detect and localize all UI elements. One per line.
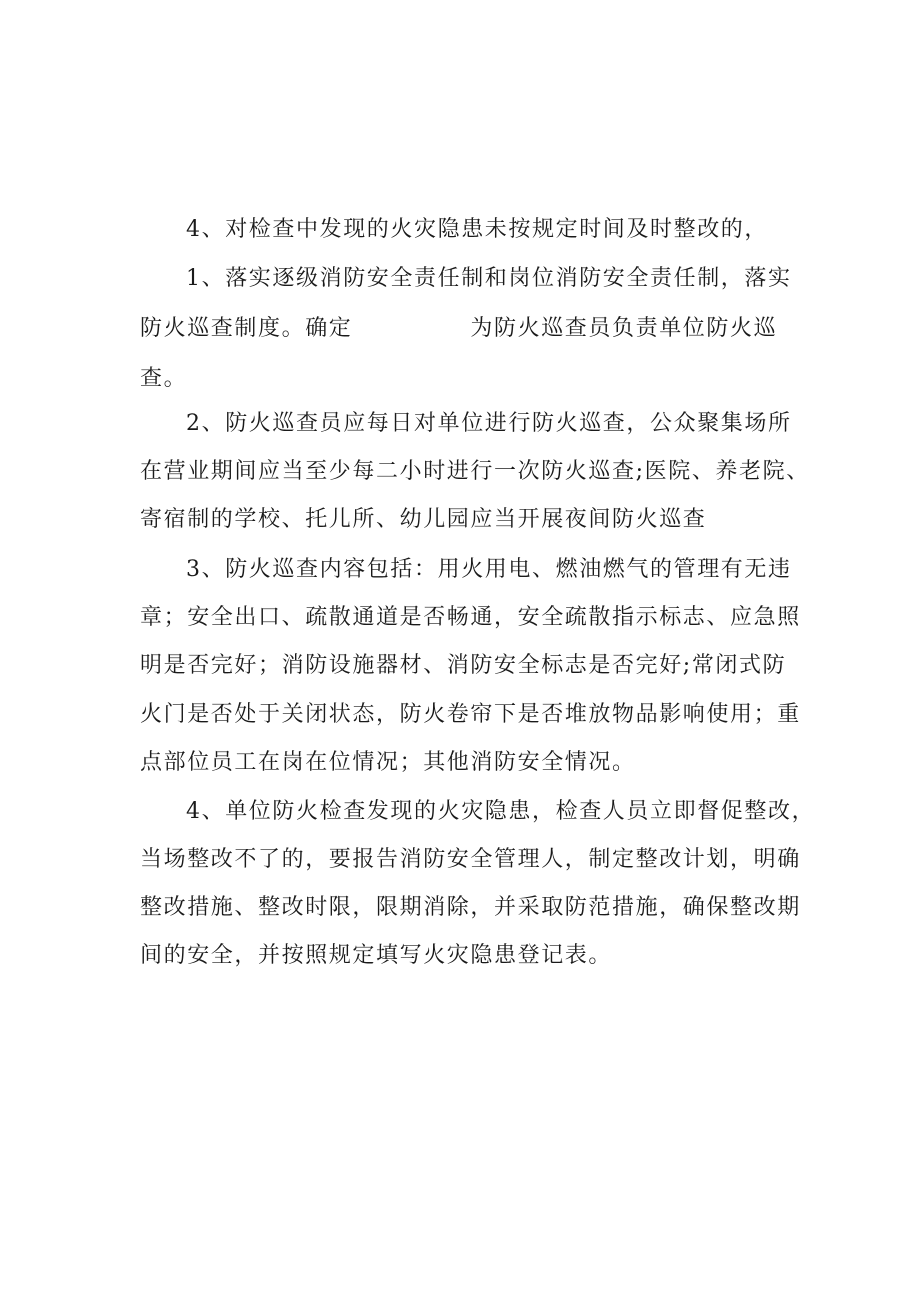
paragraph-line: 火门是否处于关闭状态，防火卷帘下是否堆放物品影响使用；重 [140, 702, 801, 727]
paragraph-line: 在营业期间应当至少每二小时进行一次防火巡查;医院、养老院、 [140, 459, 810, 484]
paragraph-line: 4、对检查中发现的火灾隐患未按规定时间及时整改的， [186, 217, 768, 242]
paragraph-line: 2、防火巡查员应每日对单位进行防火巡查，公众聚集场所 [186, 411, 792, 436]
paragraph-line: 间的安全，并按照规定填写火灾隐患登记表。 [140, 943, 613, 968]
paragraph-line: 1、落实逐级消防安全责任制和岗位消防安全责任制，落实 [186, 266, 792, 291]
paragraph-line: 4、单位防火检查发现的火灾隐患，检查人员立即督促整改， [186, 799, 816, 824]
paragraph-line: 查。 [140, 366, 188, 391]
paragraph-line: 点部位员工在岗在位情况；其他消防安全情况。 [140, 750, 636, 775]
paragraph-line: 整改措施、整改时限，限期消除，并采取防范措施，确保整改期 [140, 895, 801, 920]
paragraph-line: 防火巡查制度。确定 为防火巡查员负责单位防火巡 [140, 316, 778, 341]
paragraph-line: 章；安全出口、疏散通道是否畅通，安全疏散指示标志、应急照 [140, 605, 801, 630]
paragraph-line: 3、防火巡查内容包括：用火用电、燃油燃气的管理有无违 [186, 557, 792, 582]
paragraph-line: 当场整改不了的，要报告消防安全管理人，制定整改计划，明确 [140, 847, 801, 872]
paragraph-line: 寄宿制的学校、托儿所、幼儿园应当开展夜间防火巡查 [140, 507, 707, 532]
paragraph-line: 明是否完好；消防设施器材、消防安全标志是否完好;常闭式防 [140, 653, 787, 678]
